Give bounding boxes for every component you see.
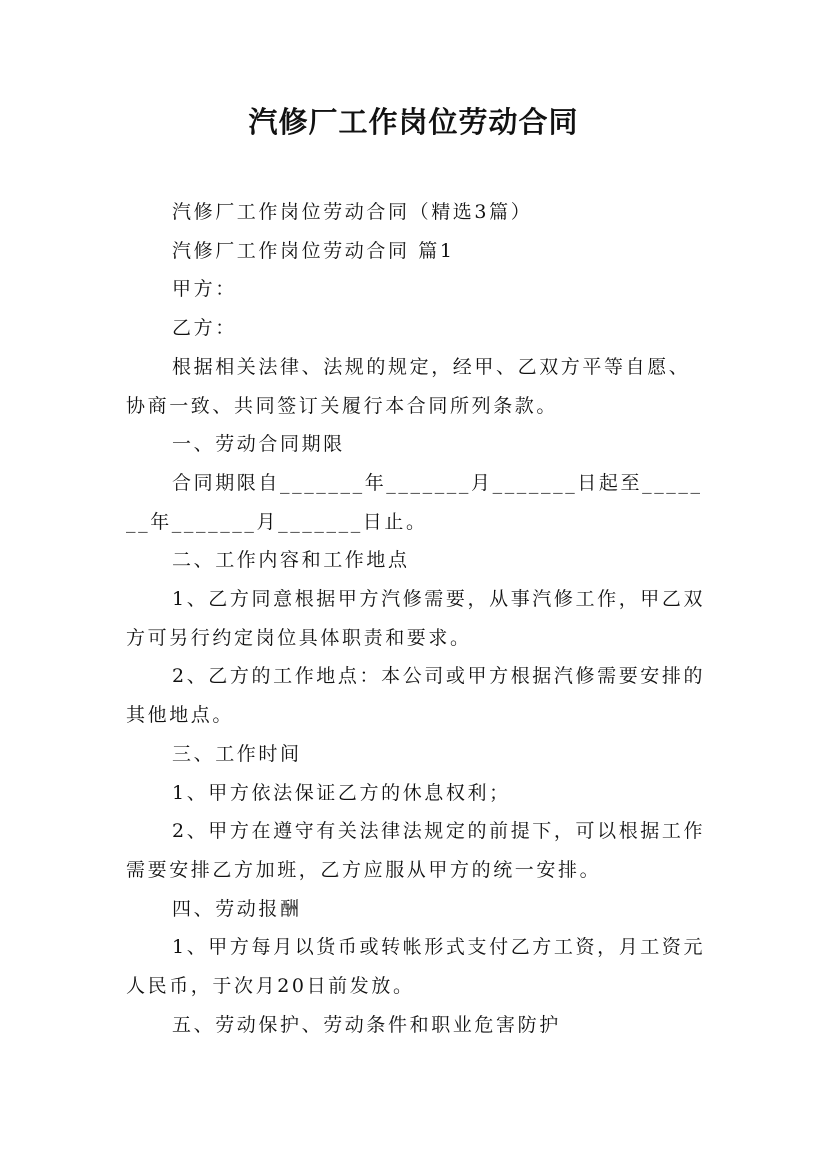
document-body (126, 193, 706, 1044)
paragraph-overtime: 2、甲方在遵守有关法律法规定的前提下，可以根据工作需要安排乙方加班，乙方应服从甲方的统一安排。 (126, 820, 706, 881)
clause-heading-2: 二、工作内容和工作地点 (172, 549, 410, 572)
paragraph-subtitle: 汽修厂工作岗位劳动合同（精选3篇） (172, 201, 533, 223)
paragraph-party-b: 乙方： (172, 317, 237, 340)
paragraph-salary: 1、甲方每月以货币或转帐形式支付乙方工资，月工资元人民币，于次月20日前发放。 (126, 936, 706, 998)
paragraph-preamble: 根据相关法律、法规的规定，经甲、乙双方平等自愿、协商一致、共同签订关履行本合同所列条款。 (126, 355, 691, 417)
paragraph-party-a: 甲方： (172, 278, 237, 301)
paragraph-work-location: 2、乙方的工作地点：本公司或甲方根据汽修需要安排的其他地点。 (126, 665, 706, 727)
clause-heading-4: 四、劳动报酬 (172, 897, 302, 920)
clause-heading-1: 一、劳动合同期限 (172, 433, 345, 456)
paragraph-rest-rights: 1、甲方依法保证乙方的休息权利； (172, 781, 511, 804)
clause-heading-3: 三、工作时间 (172, 742, 302, 765)
paragraph-section-heading: 汽修厂工作岗位劳动合同 篇1 (172, 239, 455, 262)
paragraph-contract-term: 合同期限自_______年_______月_______日起至_______年_______月_______日止。 (126, 471, 703, 533)
clause-heading-5: 五、劳动保护、劳动条件和职业危害防护 (172, 1013, 561, 1036)
document-title: 汽修厂工作岗位劳动合同 (248, 105, 579, 139)
paragraph-work-content: 1、乙方同意根据甲方汽修需要，从事汽修工作，甲乙双方可另行约定岗位具体职责和要求。 (126, 588, 706, 649)
